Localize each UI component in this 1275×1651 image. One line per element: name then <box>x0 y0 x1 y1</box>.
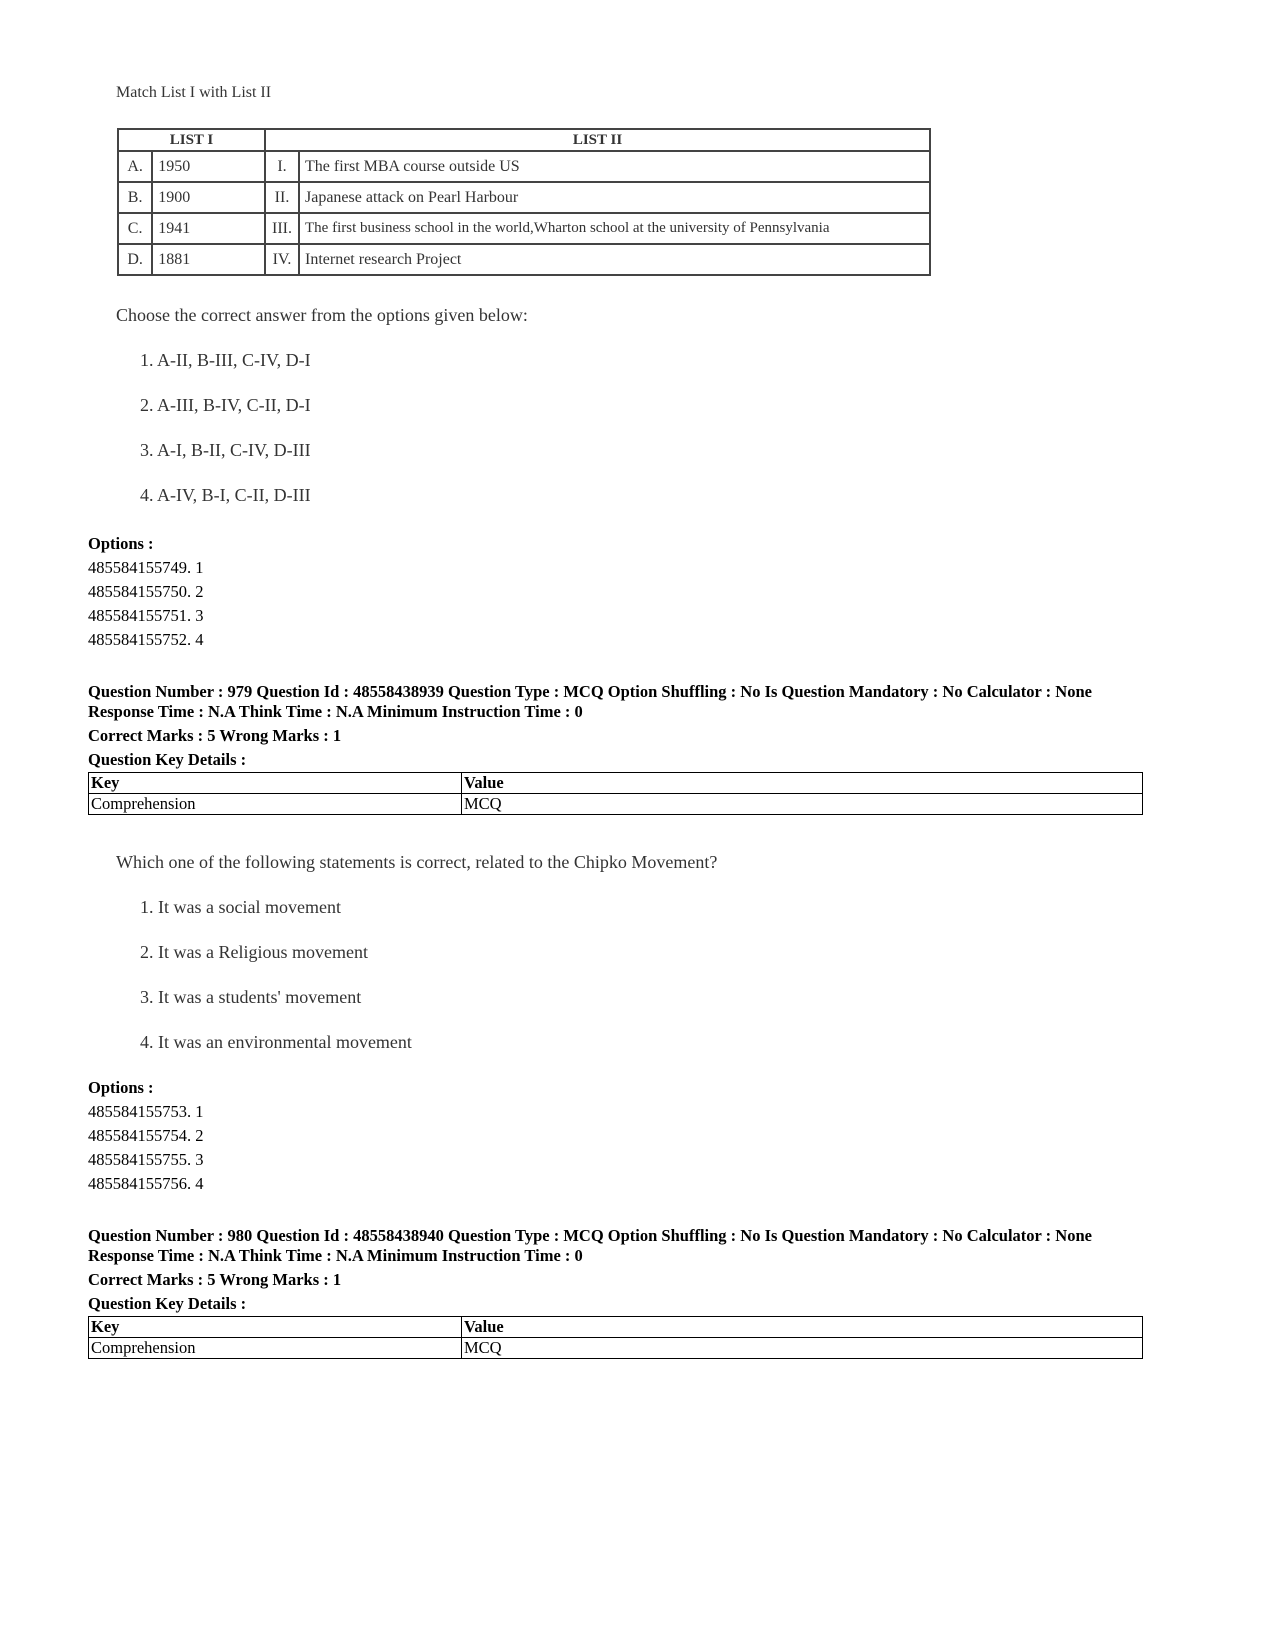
row-description: The first MBA course outside US <box>299 151 930 182</box>
choice-4: 4. A-IV, B-I, C-II, D-III <box>140 485 311 505</box>
question-text: Which one of the following statements is correct, related to the Chipko Movement? <box>116 852 718 872</box>
row-letter: B. <box>118 182 152 213</box>
row-roman: IV. <box>265 244 299 275</box>
question-timing: Response Time : N.A Think Time : N.A Minimum Instruction Time : 0 <box>88 1246 583 1265</box>
row-roman: II. <box>265 182 299 213</box>
match-table <box>117 128 931 276</box>
key-details-table <box>88 772 1143 815</box>
row-description: The first business school in the world,Wharton school at the university of Pennsylvania <box>299 213 930 244</box>
question-meta: Question Number : 979 Question Id : 48558438939 Question Type : MCQ Option Shuffling : No Is Question Mandatory : No Calculator : None <box>88 682 1092 701</box>
key-details-table <box>88 1316 1143 1359</box>
choice-2: 2. It was a Religious movement <box>140 942 368 962</box>
key-details-header <box>89 773 1143 794</box>
option-id: 485584155751. 3 <box>88 606 204 625</box>
key-details-row <box>89 794 1143 815</box>
row-year: 1900 <box>152 182 265 213</box>
key-header: Key <box>89 1317 462 1338</box>
row-year: 1941 <box>152 213 265 244</box>
value-header: Value <box>462 773 1143 794</box>
match-row <box>118 182 930 213</box>
row-letter: C. <box>118 213 152 244</box>
option-id: 485584155754. 2 <box>88 1126 204 1145</box>
match-table-header <box>118 129 930 151</box>
question-timing: Response Time : N.A Think Time : N.A Minimum Instruction Time : 0 <box>88 702 583 721</box>
key-details-label: Question Key Details : <box>88 750 247 769</box>
value-cell: MCQ <box>462 1338 1143 1359</box>
match-instruction: Match List I with List II <box>116 84 272 101</box>
option-id: 485584155749. 1 <box>88 558 204 577</box>
option-id: 485584155752. 4 <box>88 630 204 649</box>
row-letter: D. <box>118 244 152 275</box>
options-label: Options : <box>88 1078 154 1097</box>
row-letter: A. <box>118 151 152 182</box>
list-two-header: LIST II <box>265 129 930 151</box>
match-row <box>118 213 930 244</box>
choice-3: 3. It was a students' movement <box>140 987 362 1007</box>
option-id: 485584155755. 3 <box>88 1150 204 1169</box>
row-roman: III. <box>265 213 299 244</box>
choice-4: 4. It was an environmental movement <box>140 1032 412 1052</box>
key-cell: Comprehension <box>89 794 462 815</box>
row-description: Internet research Project <box>299 244 930 275</box>
choice-2: 2. A-III, B-IV, C-II, D-I <box>140 395 311 415</box>
key-details-row <box>89 1338 1143 1359</box>
choice-1: 1. A-II, B-III, C-IV, D-I <box>140 350 311 370</box>
option-id: 485584155756. 4 <box>88 1174 204 1193</box>
choice-3: 3. A-I, B-II, C-IV, D-III <box>140 440 311 460</box>
option-id: 485584155753. 1 <box>88 1102 204 1121</box>
question-marks: Correct Marks : 5 Wrong Marks : 1 <box>88 726 342 745</box>
match-row <box>118 151 930 182</box>
question-marks: Correct Marks : 5 Wrong Marks : 1 <box>88 1270 342 1289</box>
row-year: 1881 <box>152 244 265 275</box>
option-id: 485584155750. 2 <box>88 582 204 601</box>
row-description: Japanese attack on Pearl Harbour <box>299 182 930 213</box>
match-row <box>118 244 930 275</box>
key-details-label: Question Key Details : <box>88 1294 247 1313</box>
list-one-header: LIST I <box>118 129 265 151</box>
row-year: 1950 <box>152 151 265 182</box>
key-cell: Comprehension <box>89 1338 462 1359</box>
choose-prompt: Choose the correct answer from the options given below: <box>116 305 528 325</box>
choice-1: 1. It was a social movement <box>140 897 341 917</box>
options-label: Options : <box>88 534 154 553</box>
row-roman: I. <box>265 151 299 182</box>
value-cell: MCQ <box>462 794 1143 815</box>
key-details-header <box>89 1317 1143 1338</box>
question-meta: Question Number : 980 Question Id : 48558438940 Question Type : MCQ Option Shuffling : No Is Question Mandatory : No Calculator : None <box>88 1226 1092 1245</box>
value-header: Value <box>462 1317 1143 1338</box>
key-header: Key <box>89 773 462 794</box>
